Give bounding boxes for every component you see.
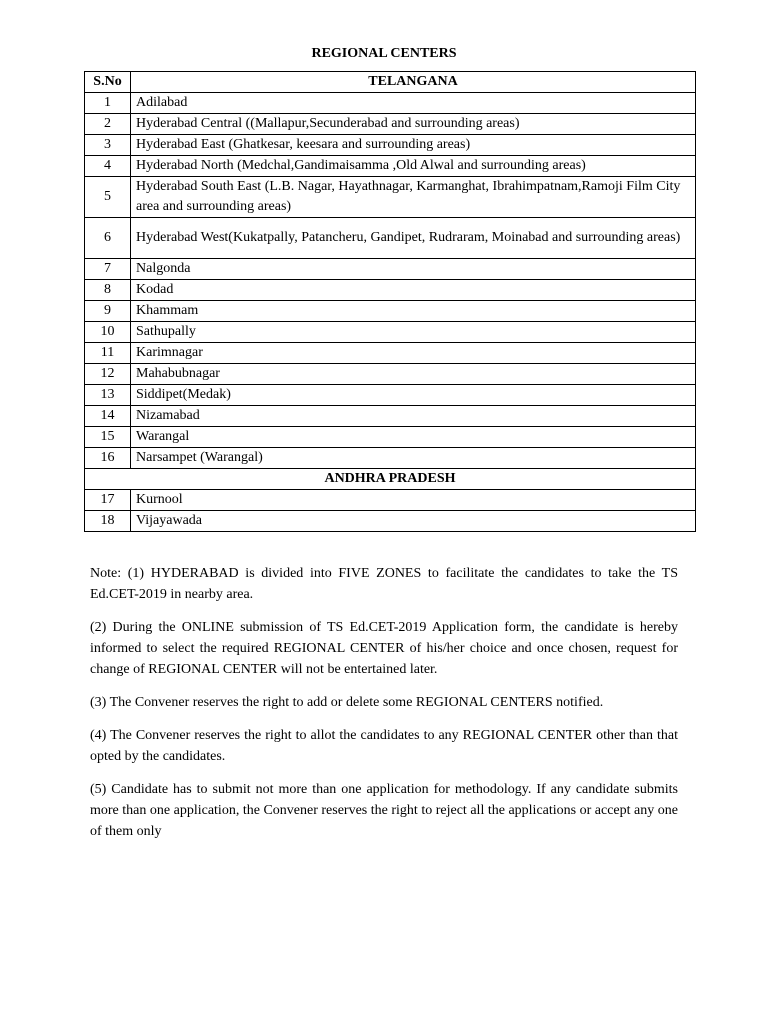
row-number: 6: [85, 218, 131, 259]
table-row: [85, 280, 696, 301]
row-number: 1: [85, 93, 131, 114]
center-name: Hyderabad Central ((Mallapur,Secunderabad and surrounding areas): [131, 114, 696, 135]
row-number: 2: [85, 114, 131, 135]
table-row: [85, 406, 696, 427]
row-number: 3: [85, 135, 131, 156]
center-name: Kodad: [131, 280, 696, 301]
center-name: Adilabad: [131, 93, 696, 114]
center-name: Kurnool: [131, 490, 696, 511]
table-header-row: [85, 72, 696, 93]
row-number: 5: [85, 177, 131, 218]
section-row: [85, 469, 696, 490]
note-4: (4) The Convener reserves the right to allot the candidates to any REGIONAL CENTER other than that opted by the candidates.: [90, 728, 678, 764]
row-number: 18: [85, 511, 131, 532]
table-row: [85, 364, 696, 385]
table-row: [85, 322, 696, 343]
row-number: 8: [85, 280, 131, 301]
row-number: 7: [85, 259, 131, 280]
center-name: Narsampet (Warangal): [131, 448, 696, 469]
notes-section: [90, 563, 678, 854]
row-number: 14: [85, 406, 131, 427]
section-heading-andhra-pradesh: ANDHRA PRADESH: [85, 469, 696, 490]
note-1: Note: (1) HYDERABAD is divided into FIVE ZONES to facilitate the candidates to take the TS Ed.CET-2019 in nearby area.: [90, 566, 678, 602]
table-row: [85, 156, 696, 177]
regional-centers-table: [84, 71, 696, 532]
center-name: Nalgonda: [131, 259, 696, 280]
row-number: 11: [85, 343, 131, 364]
center-name: Siddipet(Medak): [131, 385, 696, 406]
table-row: [85, 177, 696, 218]
center-name: Hyderabad North (Medchal,Gandimaisamma ,Old Alwal and surrounding areas): [131, 156, 696, 177]
note-2: (2) During the ONLINE submission of TS Ed.CET-2019 Application form, the candidate is hereby informed to select the required REGIONAL CENTER of his/her choice and once chosen, request for change of REGIONAL CENTER will not be entertained later.: [90, 620, 678, 677]
table-row: [85, 301, 696, 322]
table-row: [85, 259, 696, 280]
center-name: Hyderabad South East (L.B. Nagar, Hayathnagar, Karmanghat, Ibrahimpatnam,Ramoji Film City area and surrounding areas): [131, 177, 696, 218]
table-row: [85, 448, 696, 469]
table-row: [85, 511, 696, 532]
row-number: 4: [85, 156, 131, 177]
column-header-sno: S.No: [85, 72, 131, 93]
table-row: [85, 427, 696, 448]
center-name: Mahabubnagar: [131, 364, 696, 385]
section-heading-telangana: TELANGANA: [131, 72, 696, 93]
table-row: [85, 114, 696, 135]
table-row: [85, 93, 696, 114]
row-number: 13: [85, 385, 131, 406]
row-number: 10: [85, 322, 131, 343]
center-name: Vijayawada: [131, 511, 696, 532]
row-number: 16: [85, 448, 131, 469]
table-row: [85, 343, 696, 364]
center-name: Hyderabad East (Ghatkesar, keesara and surrounding areas): [131, 135, 696, 156]
note-5: (5) Candidate has to submit not more than one application for methodology. If any candidate submits more than one application, the Convener reserves the right to reject all the applications or accept any one of them only: [90, 782, 678, 839]
row-number: 12: [85, 364, 131, 385]
note-3: (3) The Convener reserves the right to add or delete some REGIONAL CENTERS notified.: [90, 695, 604, 710]
row-number: 9: [85, 301, 131, 322]
center-name: Sathupally: [131, 322, 696, 343]
table-row: [85, 218, 696, 259]
center-name: Warangal: [131, 427, 696, 448]
page-title: REGIONAL CENTERS: [311, 46, 457, 61]
center-name: Nizamabad: [131, 406, 696, 427]
table-row: [85, 135, 696, 156]
center-name: Hyderabad West(Kukatpally, Patancheru, Gandipet, Rudraram, Moinabad and surrounding areas): [131, 218, 696, 259]
table-row: [85, 385, 696, 406]
table-row: [85, 490, 696, 511]
center-name: Karimnagar: [131, 343, 696, 364]
row-number: 15: [85, 427, 131, 448]
center-name: Khammam: [131, 301, 696, 322]
row-number: 17: [85, 490, 131, 511]
